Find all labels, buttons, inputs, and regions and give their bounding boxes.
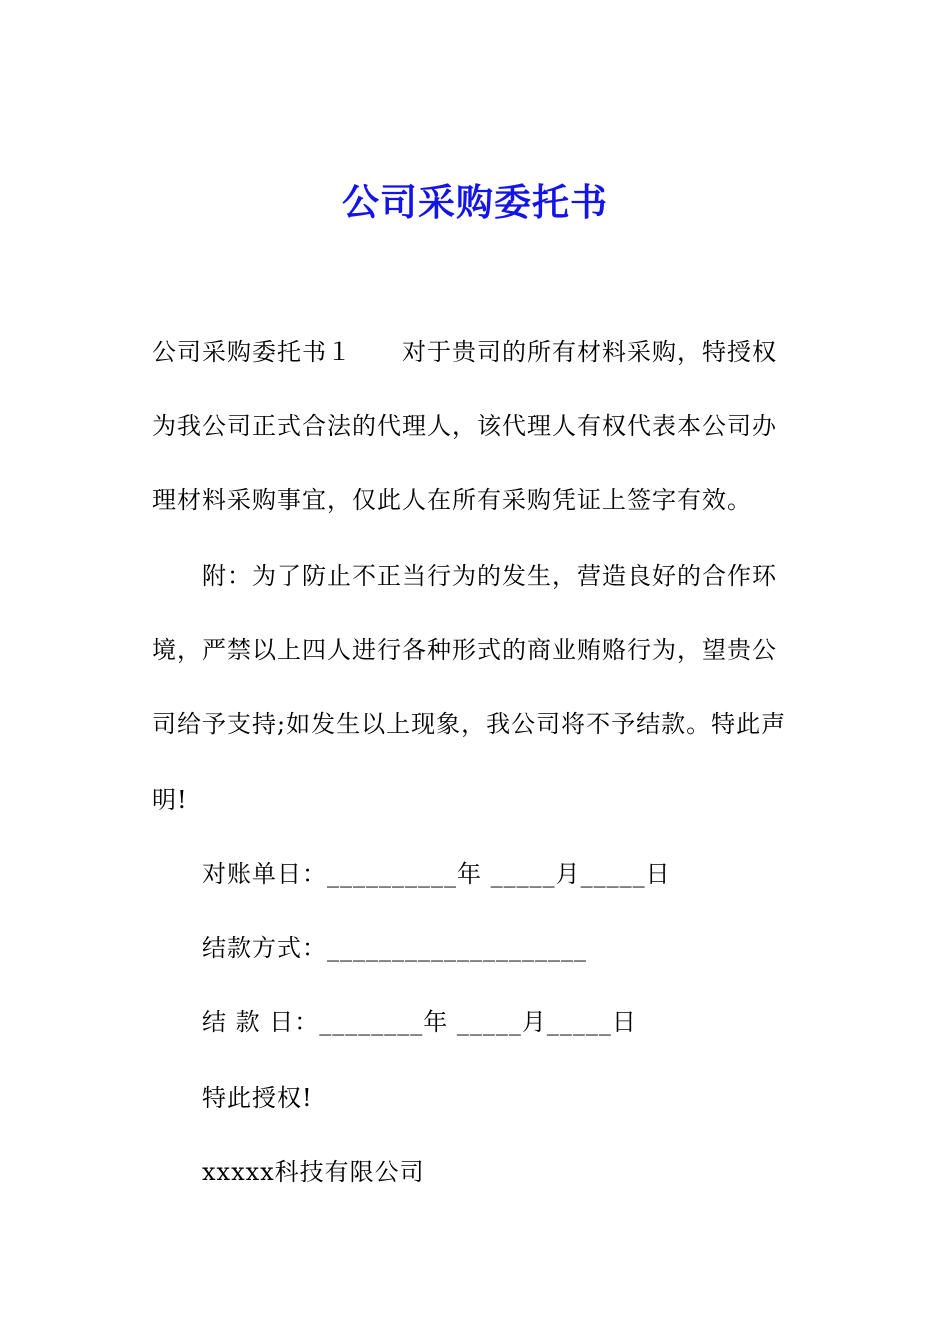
paragraph-1-line-3: 理材料采购事宜，仅此人在所有采购凭证上签字有效。 bbox=[152, 486, 752, 514]
payment-method-line: 结款方式：____________________ bbox=[202, 934, 587, 962]
paragraph-2-line-1: 附：为了防止不正当行为的发生，营造良好的合作环 bbox=[202, 562, 777, 590]
company-name: xxxxx科技有限公司 bbox=[202, 1158, 425, 1186]
payment-date-line: 结 款 日：________年 _____月_____日 bbox=[202, 1008, 637, 1036]
paragraph-2-line-3: 司给予支持;如发生以上现象，我公司将不予结款。特此声 bbox=[152, 710, 787, 738]
paragraph-1-line-2: 为我公司正式合法的代理人，该代理人有权代表本公司办 bbox=[152, 412, 777, 440]
paragraph-1-line-1: 公司采购委托书１ 对于贵司的所有材料采购，特授权 bbox=[152, 338, 777, 366]
paragraph-2-line-4: 明! bbox=[152, 786, 188, 814]
paragraph-2-line-2: 境，严禁以上四人进行各种形式的商业贿赂行为，望贵公 bbox=[152, 636, 777, 664]
document-title: 公司采购委托书 bbox=[342, 180, 608, 224]
statement-date-line: 对账单日：__________年 _____月_____日 bbox=[202, 860, 671, 888]
authorization-line: 特此授权! bbox=[202, 1084, 313, 1112]
